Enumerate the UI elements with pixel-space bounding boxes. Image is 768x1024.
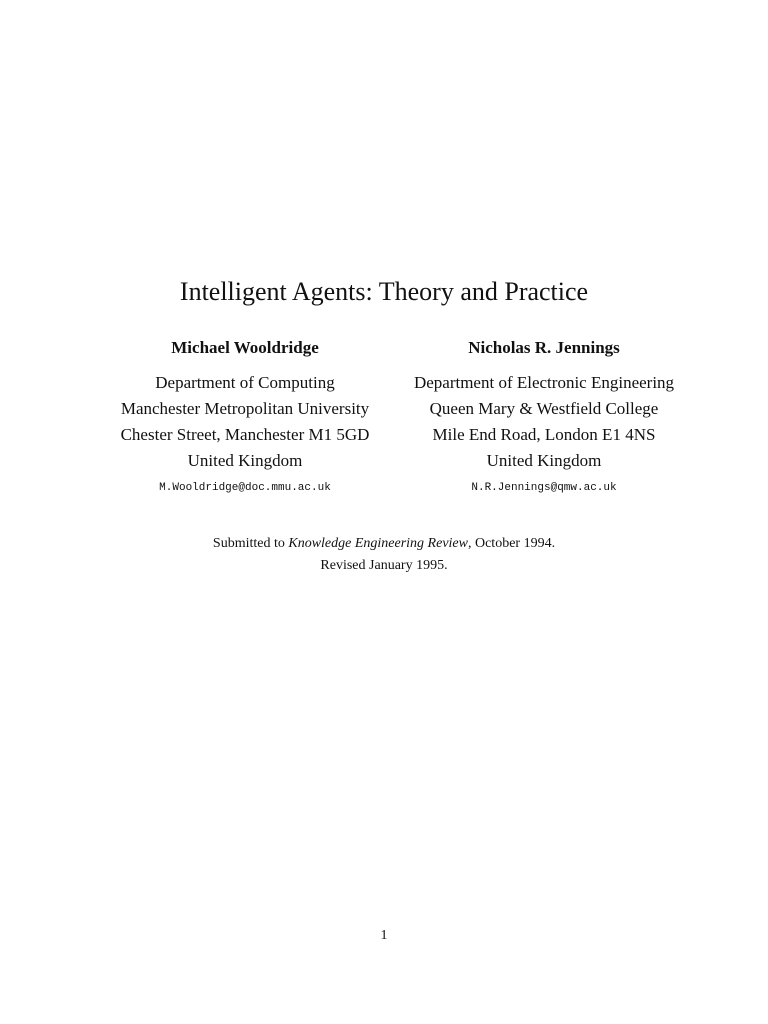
affiliation-country: United Kingdom — [486, 451, 602, 470]
submission-suffix: , October 1994. — [467, 536, 556, 551]
affiliation-address: Mile End Road, London E1 4NS — [432, 425, 656, 444]
submission-prefix: Submitted to — [212, 536, 289, 551]
author-name: Nicholas R. Jennings — [468, 338, 620, 357]
submission-line — [0, 533, 768, 555]
revision-line: Revised January 1995. — [320, 558, 448, 573]
author-affiliation — [100, 370, 390, 474]
author-email: N.R.Jennings@qmw.ac.uk — [471, 482, 617, 494]
author-name: Michael Wooldridge — [171, 338, 319, 357]
affiliation-department: Department of Computing — [155, 373, 335, 392]
journal-name: Knowledge Engineering Review — [288, 536, 468, 551]
page-number: 1 — [380, 928, 388, 943]
submission-note — [0, 533, 768, 577]
author-affiliation — [394, 370, 694, 474]
paper-title: Intelligent Agents: Theory and Practice — [179, 277, 589, 306]
affiliation-institution: Queen Mary & Westfield College — [429, 399, 659, 418]
affiliation-country: United Kingdom — [187, 451, 303, 470]
affiliation-department: Department of Electronic Engineering — [413, 373, 675, 392]
author-block-1 — [100, 336, 390, 496]
author-email: M.Wooldridge@doc.mmu.ac.uk — [159, 482, 331, 494]
affiliation-address: Chester Street, Manchester M1 5GD — [120, 425, 370, 444]
author-block-2 — [394, 336, 694, 496]
affiliation-institution: Manchester Metropolitan University — [120, 399, 370, 418]
